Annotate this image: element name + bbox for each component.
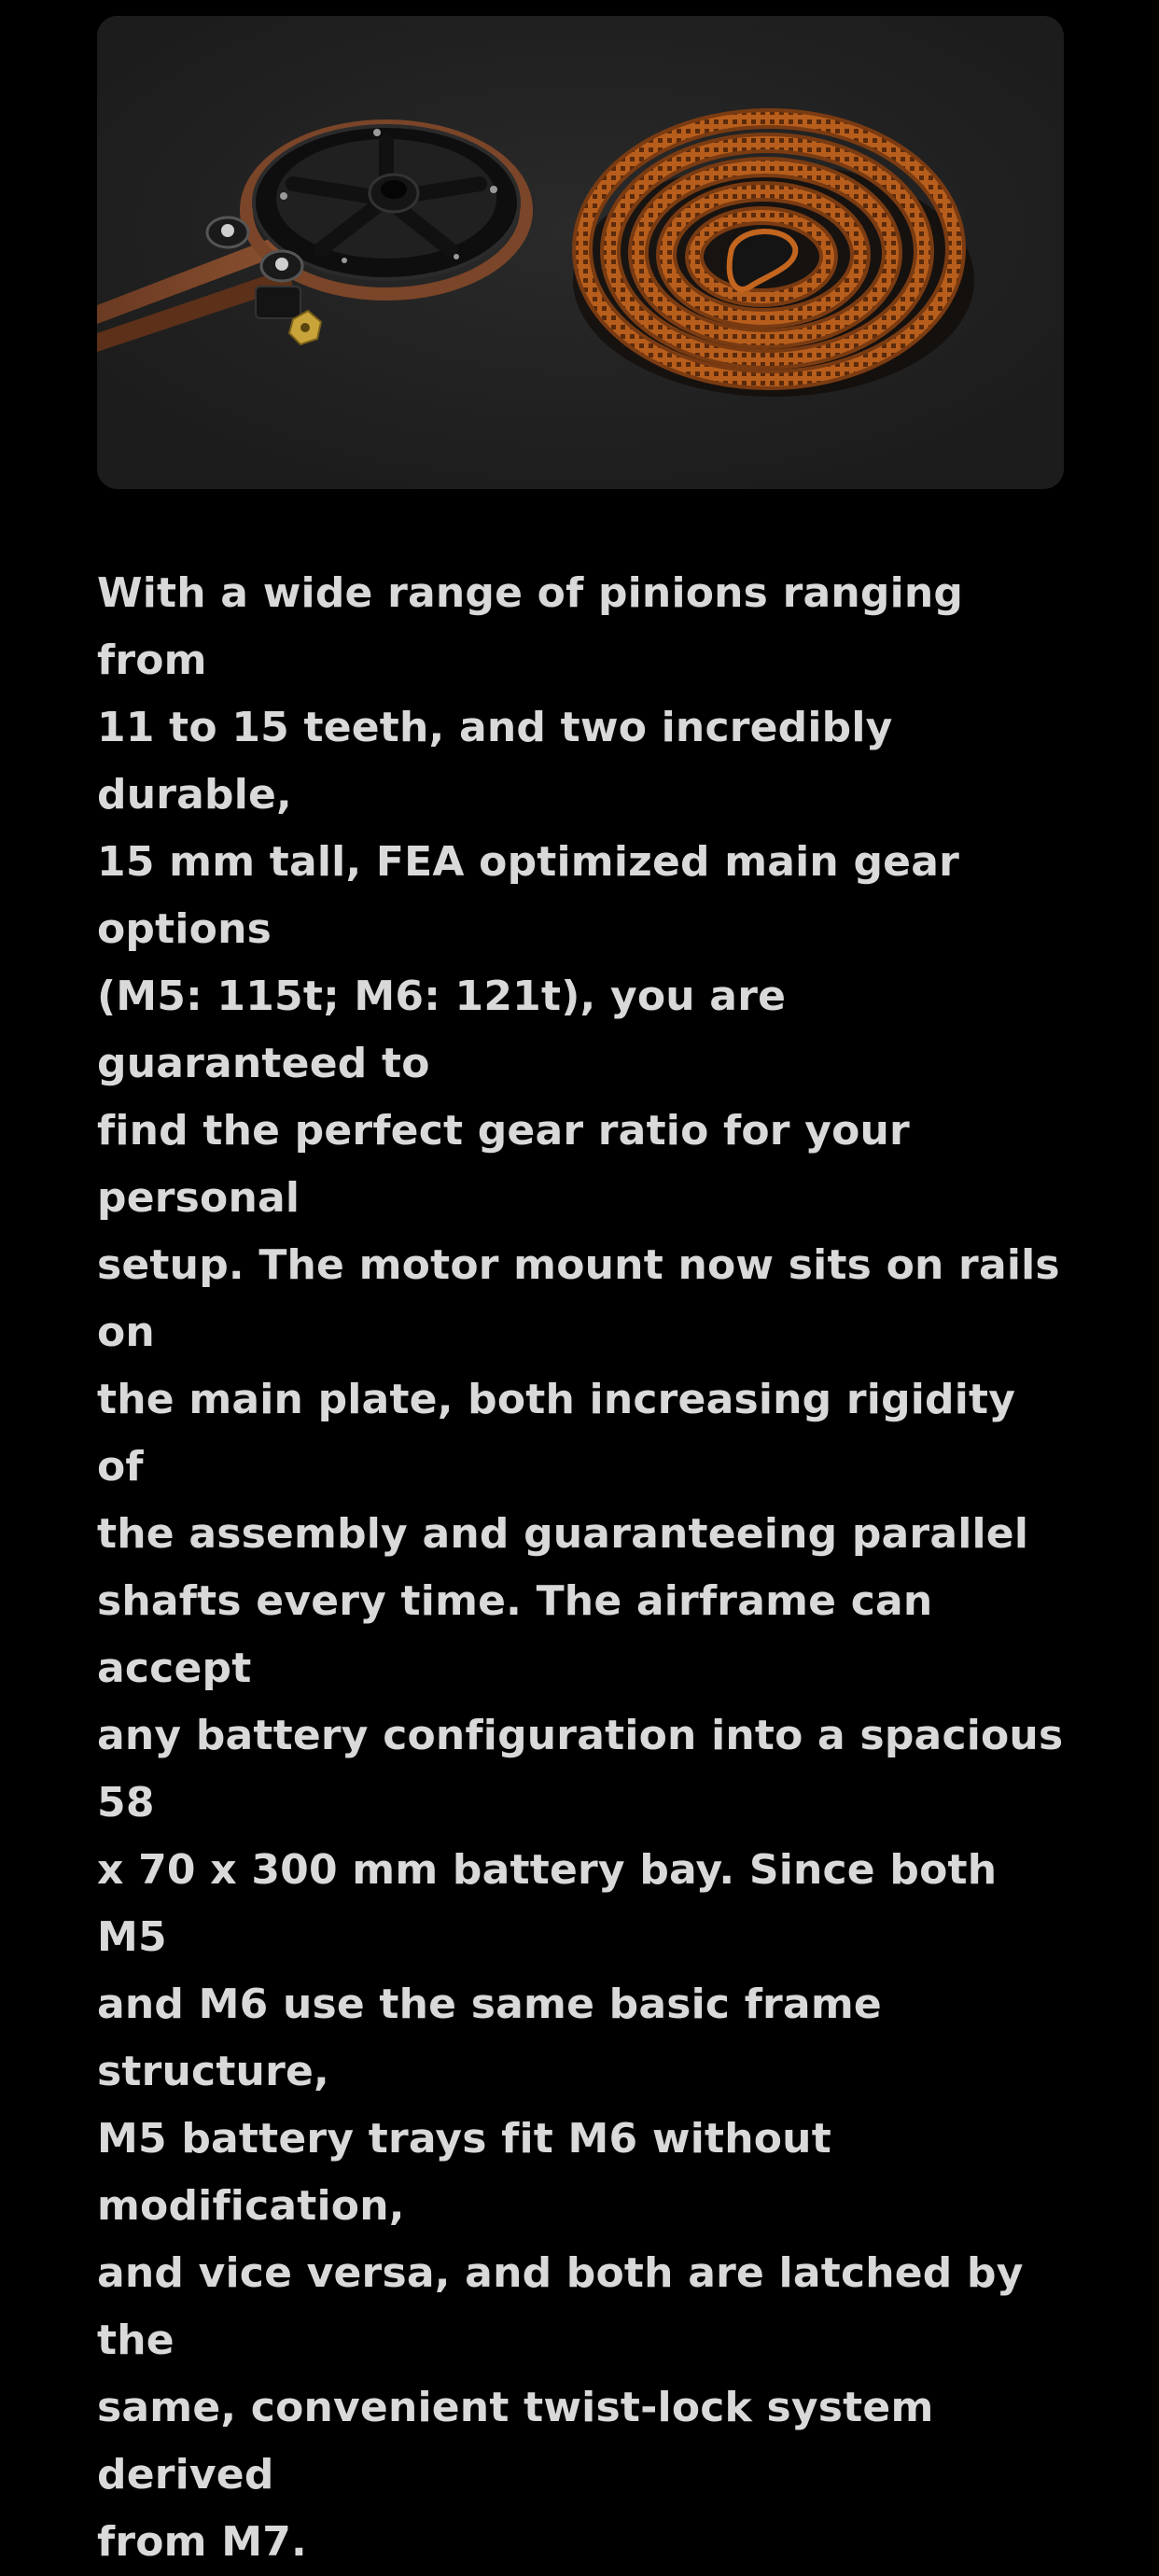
timing-belt-coil — [573, 119, 974, 397]
gear-and-belt-icon — [97, 16, 1064, 489]
product-description: With a wide range of pinions ranging from 11 to 15 teeth, and two incredibly durable, 15 mm tall, FEA optimized main gear options (M5: 115t; M6: 121t), you are guaranteed to find the perfect gear ratio for your personal setup. The motor mount now sits on rails on the main plate, both increasing rigidity of the assembly and guaranteeing parallel shafts every time. The airframe can accept any battery configuration into a spacious 58 x 70 x 300 mm battery bay. Since both M5 and M6 use the same basic frame structure, M5 battery trays fit M6 without modification, and vice versa, and both are latched by the same, convenient twist-lock system derived from M7. — [97, 569, 1064, 2566]
product-image-card — [97, 16, 1064, 489]
